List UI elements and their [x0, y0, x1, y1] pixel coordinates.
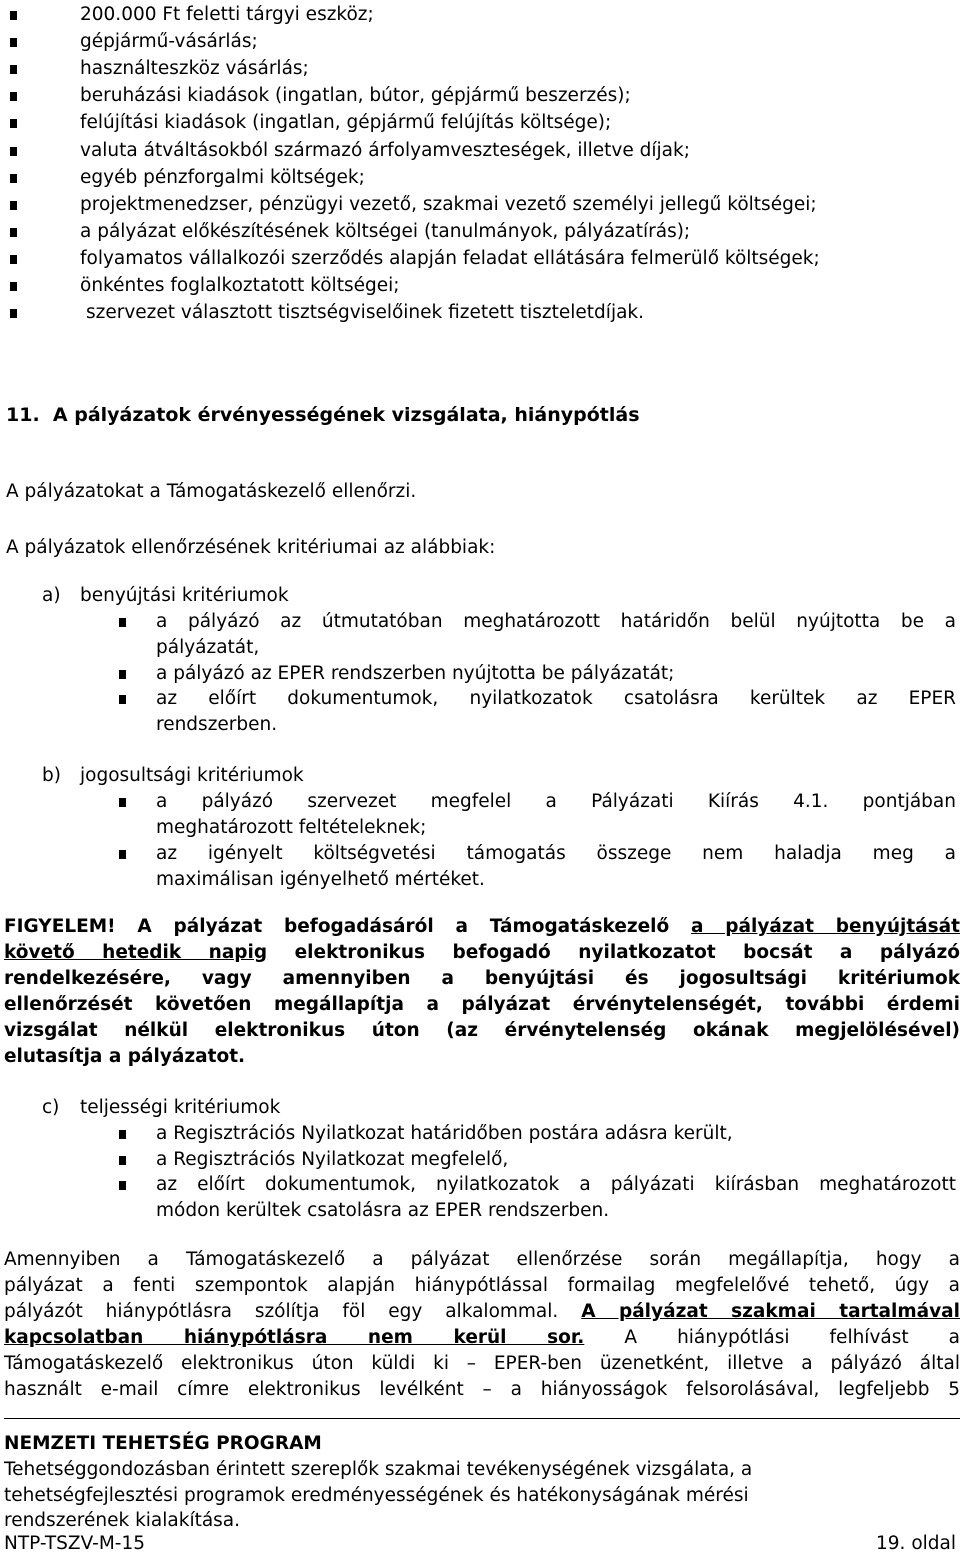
footer-page-number: 19. oldal — [876, 1533, 956, 1554]
section-number: 11. — [6, 404, 40, 426]
bullet-icon — [10, 11, 17, 20]
criteria-item-line: az előírt dokumentumok, nyilatkozatok a pályázati kiírásban meghatározott — [156, 1174, 956, 1195]
footer-description-line-1: Tehetséggondozásban érintett szereplők szakmai tevékenységének vizsgálata, a — [4, 1459, 753, 1480]
bullet-icon — [10, 309, 17, 318]
list-item: felújítási kiadások (ingatlan, gépjármű felújítás költsége); — [80, 112, 612, 134]
list-item: 200.000 Ft feletti tárgyi eszköz; — [80, 4, 374, 25]
criteria-item-line: a Regisztrációs Nyilatkozat megfelelő, — [156, 1149, 509, 1170]
warning-text: elektronikus befogadó nyilatkozatot bocsát a pályázó — [267, 942, 960, 963]
list-item: használteszköz vásárlás; — [80, 58, 309, 80]
bullet-icon — [10, 119, 17, 128]
criteria-item-line: a pályázó az útmutatóban meghatározott határidőn belül nyújtotta be a — [156, 611, 956, 632]
bullet-icon — [10, 92, 17, 101]
criteria-label: a) — [42, 585, 61, 606]
criteria-item-line: pályázatát, — [156, 637, 260, 658]
warning-line-3: rendelkezésére, vagy amennyiben a benyújtási és jogosultsági kritériumok — [4, 968, 960, 989]
closing-line-4 — [4, 1325, 960, 1351]
closing-line-1: Amennyiben a Támogatáskezelő a pályázat ellenőrzése során megállapítja, hogy a — [4, 1249, 960, 1270]
list-item: projektmenedzser, pénzügyi vezető, szakmai vezető személyi jellegű költségei; — [80, 193, 817, 215]
footer-description-line-2: tehetségfejlesztési programok eredményességének és hatékonyságának mérési — [4, 1485, 749, 1506]
warning-line-5: vizsgálat nélkül elektronikus úton (az érvénytelenség okának megjelölésével) — [4, 1020, 960, 1041]
warning-line-2 — [4, 940, 960, 966]
closing-text: pályázót hiánypótlásra szólítja föl egy alkalommal. — [4, 1301, 582, 1322]
list-item: egyéb pénzforgalmi költségek; — [80, 166, 365, 188]
warning-line-6: elutasítja a pályázatot. — [4, 1046, 246, 1067]
bullet-icon — [119, 695, 126, 704]
bullet-icon — [10, 65, 17, 74]
bullet-icon — [119, 618, 126, 627]
criteria-label: b) — [42, 765, 61, 786]
list-item: gépjármű-vásárlás; — [80, 31, 258, 53]
criteria-item-line: rendszerben. — [156, 714, 278, 735]
criteria-item-line: meghatározott feltételeknek; — [156, 817, 427, 838]
closing-line-2: pályázat a fenti szempontok alapján hiánypótlással formailag megfelelővé tehető, úgy a — [4, 1275, 960, 1296]
closing-emphasis-2: kapcsolatban hiánypótlásra nem kerül sor. — [4, 1327, 585, 1348]
bullet-icon — [119, 1130, 126, 1139]
list-item: a pályázat előkészítésének költségei (tanulmányok, pályázatírás); — [80, 220, 691, 242]
closing-emphasis: A pályázat szakmai tartalmával — [581, 1301, 960, 1322]
warning-underlined-text: a pályázat benyújtását — [691, 916, 960, 937]
list-item: beruházási kiadások (ingatlan, bútor, gépjármű beszerzés); — [80, 85, 631, 107]
list-item: folyamatos vállalkozói szerződés alapján feladat ellátására felmerülő költségek; — [80, 247, 820, 269]
bullet-icon — [10, 255, 17, 264]
bullet-icon — [10, 282, 17, 291]
warning-text: A pályázat befogadásáról a Támogatáskezelő — [115, 916, 692, 937]
warning-lead: FIGYELEM! — [4, 916, 116, 937]
closing-line-5: Támogatáskezelő elektronikus úton küldi ki – EPER-ben üzenetként, illetve a pályázó által — [4, 1353, 960, 1374]
criteria-label: c) — [42, 1097, 60, 1118]
criteria-item-line: az előírt dokumentumok, nyilatkozatok csatolásra kerültek az EPER — [156, 688, 956, 709]
section-title: A pályázatok érvényességének vizsgálata, hiánypótlás — [52, 404, 640, 426]
bullet-icon — [10, 38, 17, 47]
criteria-item-line: módon kerültek csatolásra az EPER rendszerben. — [156, 1200, 610, 1221]
bullet-icon — [119, 670, 126, 679]
bullet-icon — [10, 228, 17, 237]
criteria-item-line: a pályázó szervezet megfelel a Pályázati Kiírás 4.1. pontjában — [156, 791, 956, 812]
bullet-icon — [119, 850, 126, 859]
list-item: önkéntes foglalkoztatott költségei; — [80, 275, 400, 296]
bullet-icon — [119, 798, 126, 807]
criteria-item-line: az igényelt költségvetési támogatás összege nem haladja meg a — [156, 843, 956, 864]
intro-paragraph-2: A pályázatok ellenőrzésének kritériumai az alábbiak: — [6, 537, 496, 558]
warning-deadline: követő hetedik napig — [4, 942, 268, 963]
criteria-item-line: a Regisztrációs Nyilatkozat határidőben postára adásra került, — [156, 1123, 733, 1144]
warning-line-1 — [4, 914, 960, 940]
criteria-item-line: a pályázó az EPER rendszerben nyújtotta be pályázatát; — [156, 663, 675, 684]
bullet-icon — [10, 147, 17, 156]
bullet-icon — [10, 174, 17, 183]
criteria-title: teljességi kritériumok — [80, 1097, 281, 1118]
footer-divider — [4, 1418, 960, 1419]
intro-paragraph-1: A pályázatokat a Támogatáskezelő ellenőrzi. — [6, 481, 417, 502]
bullet-icon — [119, 1156, 126, 1165]
closing-text: A hiánypótlási felhívást a — [584, 1327, 960, 1348]
closing-line-3 — [4, 1299, 960, 1325]
criteria-title: jogosultsági kritériumok — [80, 765, 304, 786]
footer-document-code: NTP-TSZV-M-15 — [4, 1533, 146, 1554]
list-item: valuta átváltásokból származó árfolyamveszteségek, illetve díjak; — [80, 139, 690, 161]
criteria-item-line: maximálisan igényelhető mértéket. — [156, 869, 485, 890]
section-heading — [6, 404, 640, 426]
list-item: szervezet választott tisztségviselőinek fizetett tiszteletdíjak. — [86, 302, 645, 324]
footer-description-line-3: rendszerének kialakítása. — [4, 1510, 241, 1531]
bullet-icon — [10, 201, 17, 210]
closing-line-6: használt e-mail címre elektronikus levélként – a hiányosságok felsorolásával, legfeljebb 5 — [4, 1379, 960, 1400]
warning-line-4: ellenőrzését követően megállapítja a pályázat érvénytelenségét, további érdemi — [4, 994, 960, 1015]
bullet-icon — [119, 1181, 126, 1190]
criteria-title: benyújtási kritériumok — [80, 585, 289, 606]
footer-program-name: NEMZETI TEHETSÉG PROGRAM — [4, 1433, 322, 1454]
